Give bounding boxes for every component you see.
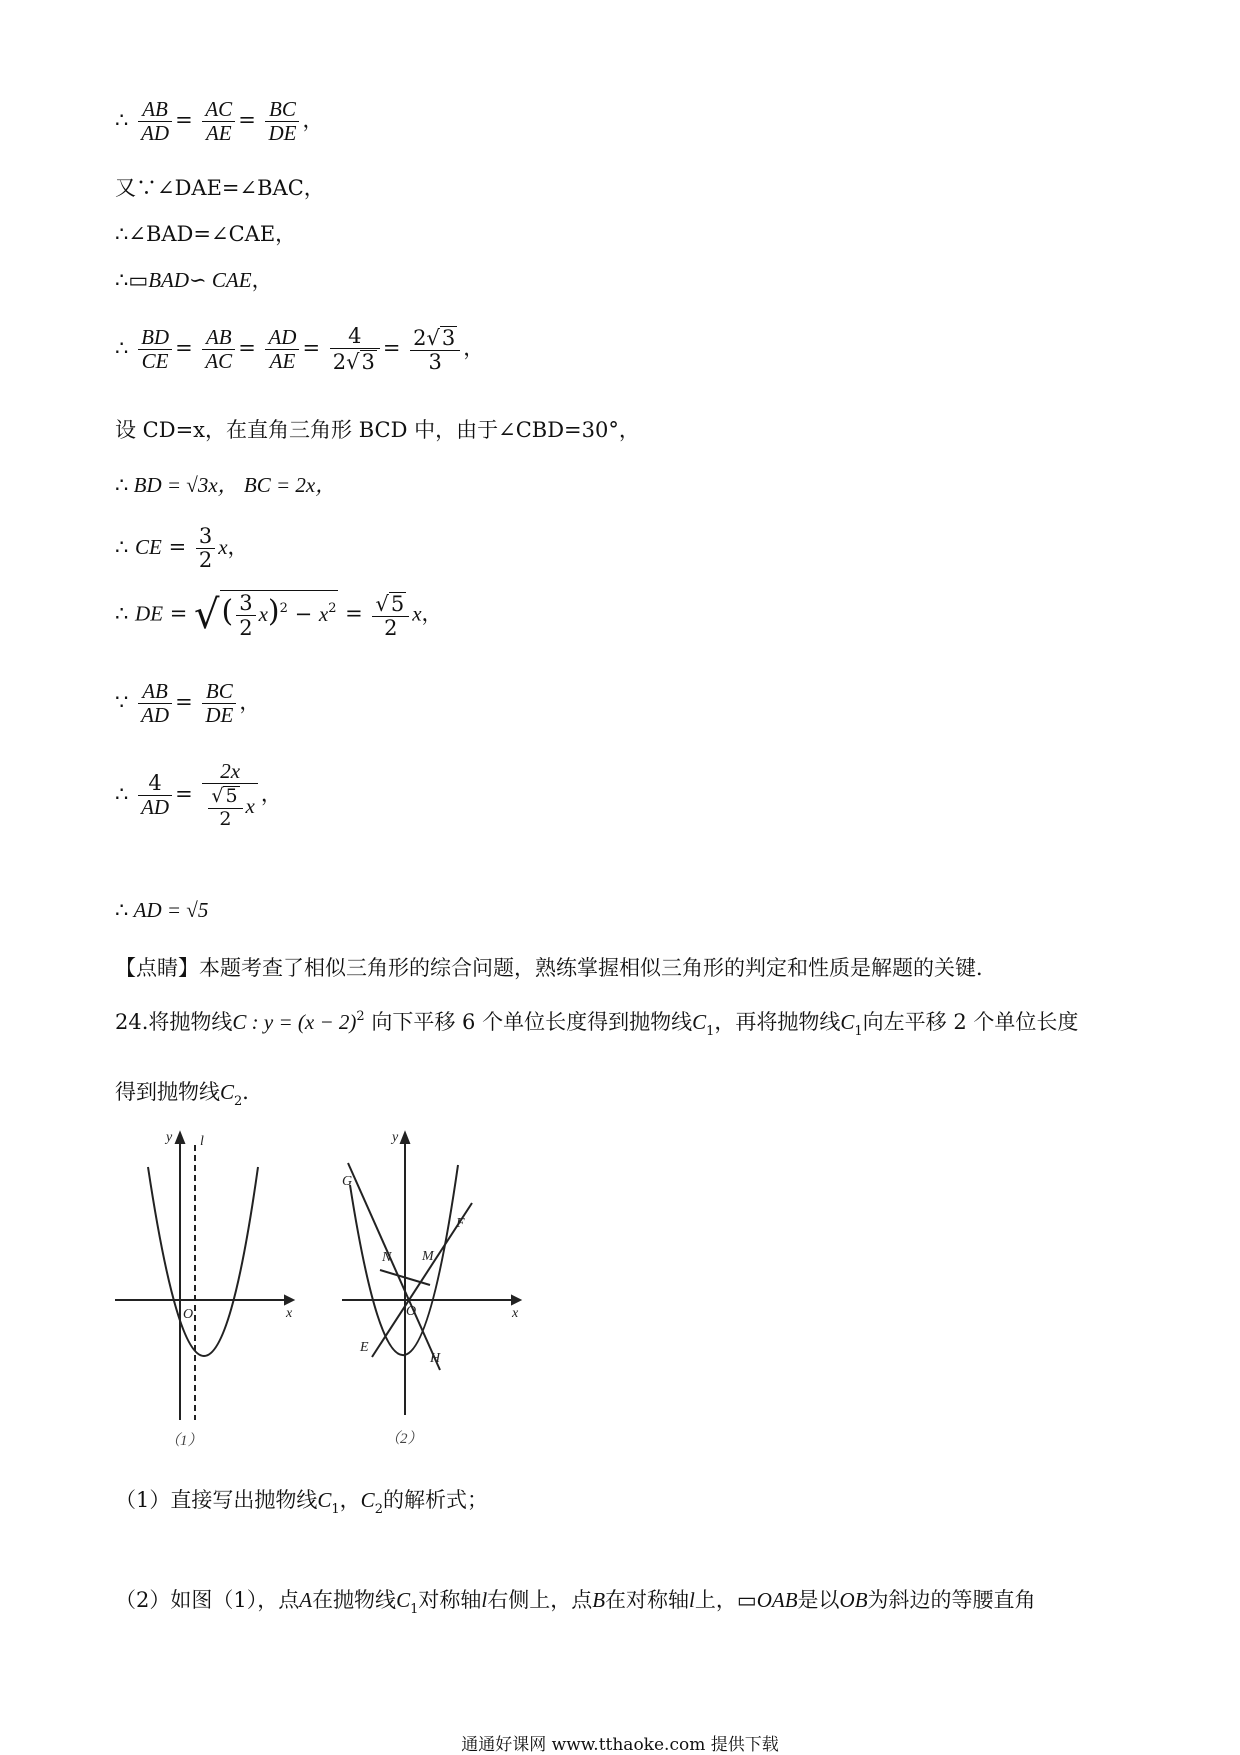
fig1-label-o: O bbox=[183, 1307, 194, 1322]
proof-line-12: ∴ AD = √5 bbox=[115, 898, 209, 922]
fig1-x-arrow bbox=[285, 1296, 293, 1304]
fig2-label-y: y bbox=[392, 1130, 399, 1145]
proof-line-1: ∴ $\frac{AB}{AD}$ = $\frac{AC}{AE}$ = $\frac{BC}{DE}$ ， bbox=[115, 97, 324, 145]
proof-line-8: ∴ CE = $\frac{3}{2}$ x， bbox=[115, 524, 249, 572]
proof-line-2: 又∵∠DAE=∠BAC， bbox=[115, 176, 325, 200]
dianjing-comment: 【点睛】本题考查了相似三角形的综合问题，熟练掌握相似三角形的判定和性质是解题的关键． bbox=[115, 956, 997, 980]
proof-line-9: ∴ DE = √( $\frac{3}{2}$ $x)^2 - x^2$ = $\frac{√5}{2}$ x， bbox=[115, 591, 443, 641]
fig2-line-gh bbox=[348, 1163, 440, 1370]
fig2-label-m: M bbox=[422, 1249, 434, 1264]
fig2-label-g: G bbox=[342, 1174, 353, 1189]
question-24-line-2: 得到抛物线$C_2$． bbox=[115, 1080, 264, 1109]
fig1-label-l: l bbox=[200, 1134, 204, 1149]
sub-question-2: （2）如图（1），点A在抛物线$C_1$对称轴l右侧上，点B在对称轴l上，▭OAB是以OB为斜边的等腰直角 bbox=[115, 1588, 1036, 1617]
proof-line-7: ∴ BD = √3x， BC = 2x， bbox=[115, 473, 337, 497]
proof-line-3: ∴∠BAD=∠CAE， bbox=[115, 222, 297, 246]
fig2-label-f: F bbox=[456, 1216, 465, 1231]
fig1-y-arrow bbox=[176, 1133, 184, 1143]
page-footer: 通通好课网 www.tthaoke.com 提供下载 bbox=[461, 1735, 779, 1755]
fig1-label-x: x bbox=[286, 1306, 293, 1321]
fig1-caption: （1） bbox=[165, 1433, 203, 1449]
fig2-y-arrow bbox=[401, 1133, 409, 1143]
fig2-label-e: E bbox=[360, 1340, 369, 1355]
fig2-label-h: H bbox=[430, 1351, 441, 1366]
fig2-label-x: x bbox=[512, 1306, 519, 1321]
proof-line-4: ∴▭BAD∽ CAE， bbox=[115, 268, 273, 292]
fig2-x-arrow bbox=[512, 1296, 520, 1304]
fig1-label-y: y bbox=[166, 1130, 173, 1145]
proof-line-10: ∵ $\frac{AB}{AD}$ = $\frac{BC}{DE}$ ， bbox=[115, 679, 261, 727]
question-24-line-1: 24.将抛物线C : $y = (x - 2)^2$ 向下平移 6 个单位长度得到抛物线$C_1$，再将抛物线$C_1$向左平移 2 个单位长度 bbox=[115, 1009, 1079, 1039]
proof-line-5: ∴ $\frac{BD}{CE}$ = $\frac{AB}{AC}$ = $\frac{AD}{AE}$ = $\frac{4}{2√3}$ = $\frac{2√3}{3}$ ， bbox=[115, 324, 485, 375]
sub-question-1: （1）直接写出抛物线$C_1$，$C_2$的解析式； bbox=[115, 1488, 488, 1517]
fig2-label-n: N bbox=[382, 1250, 392, 1265]
fig2-label-o: O bbox=[406, 1304, 417, 1319]
parabola-figures bbox=[110, 1125, 670, 1455]
fig2-caption: （2） bbox=[385, 1431, 423, 1447]
proof-line-11: ∴ $\frac{4}{AD}$ = 2x $\frac{√ 5}{2}$ x ， bbox=[115, 759, 282, 830]
proof-line-6: 设 CD=x，在直角三角形 BCD 中，由于∠CBD=30°， bbox=[115, 418, 640, 442]
fig1-parabola-c1 bbox=[148, 1167, 258, 1356]
